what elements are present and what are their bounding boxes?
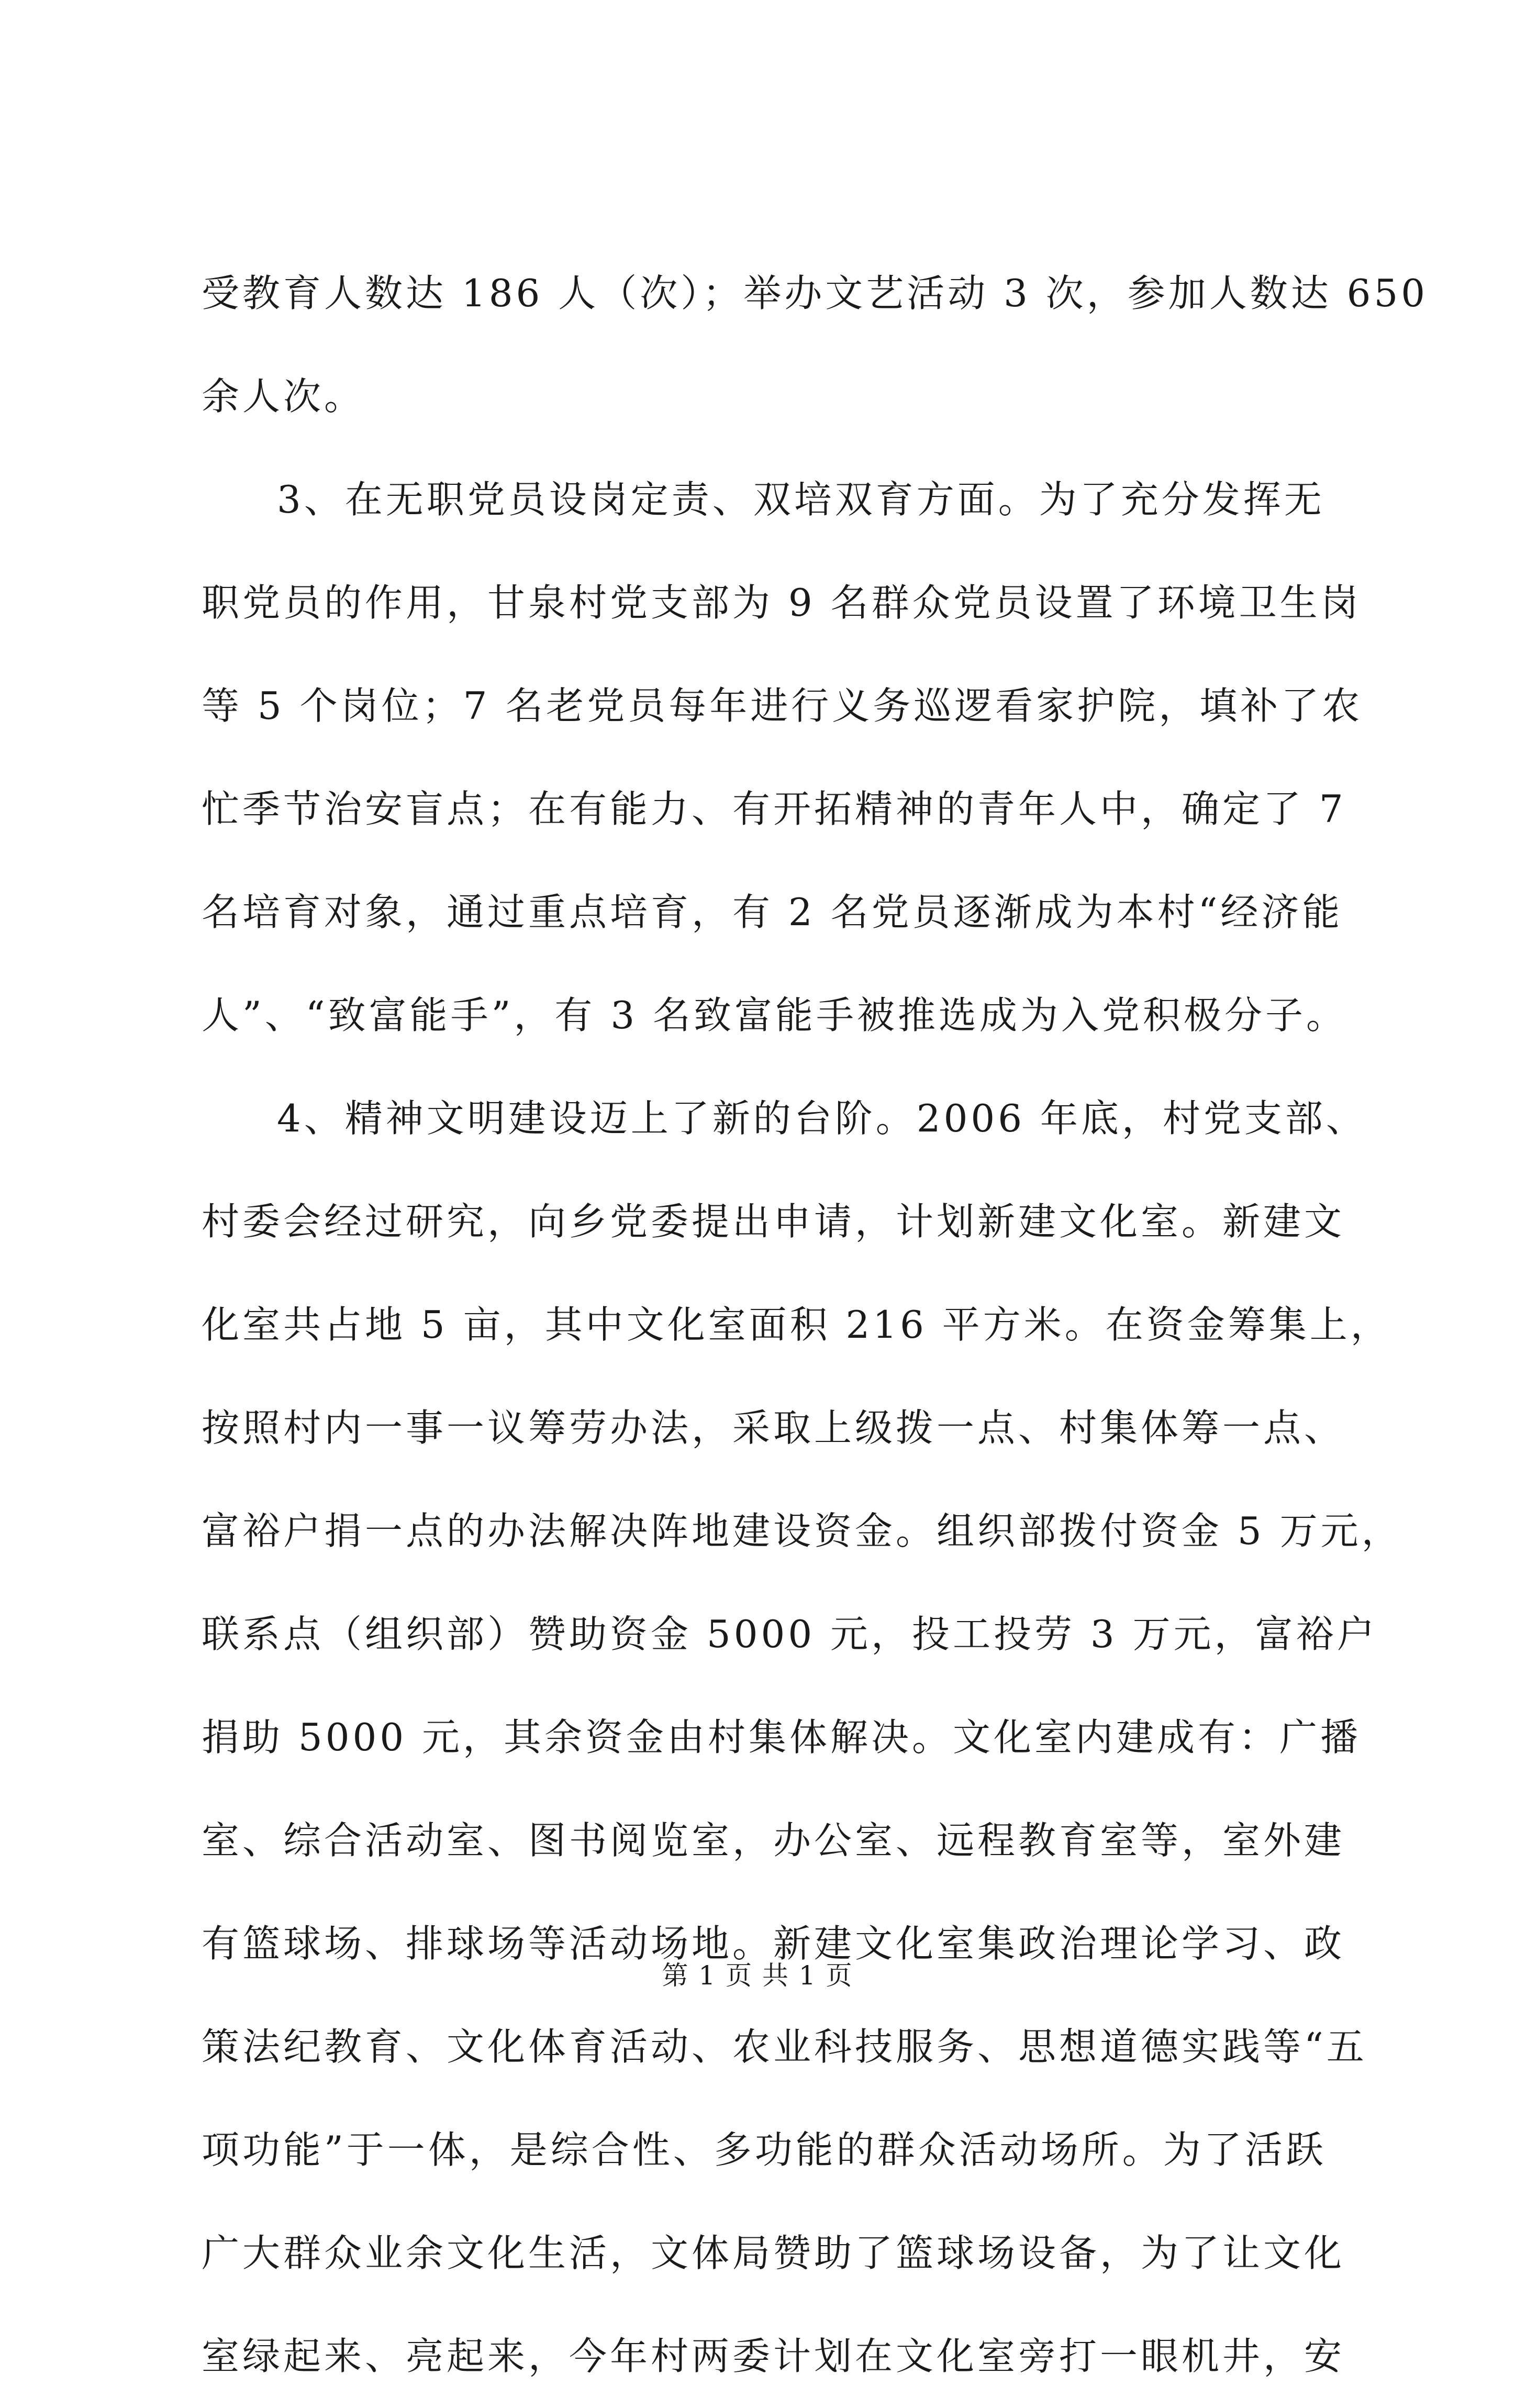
text-line: 化室共占地 5 亩，其中文化室面积 216 平方米。在资金筹集上， — [202, 1303, 1391, 1347]
text-line: 捐助 5000 元，其余资金由村集体解决。文化室内建成有：广播 — [202, 1715, 1362, 1759]
text-line: 策法纪教育、文化体育活动、农业科技服务、思想道德实践等“五 — [202, 2025, 1367, 2069]
text-line: 等 5 个岗位；7 名老党员每年进行义务巡逻看家护院，填补了农 — [202, 684, 1363, 728]
text-line: 村委会经过研究，向乡党委提出申请，计划新建文化室。新建文 — [202, 1200, 1345, 1244]
paragraph-3-start: 3、在无职党员设岗定责、双培双育方面。为了充分发挥无 — [277, 478, 1325, 521]
text-line: 忙季节治安盲点；在有能力、有开拓精神的青年人中，确定了 7 — [202, 787, 1346, 831]
document-body — [202, 242, 1429, 2408]
text-line: 人”、“致富能手”，有 3 名致富能手被推选成为入党积极分子。 — [202, 993, 1347, 1037]
text-line: 室绿起来、亮起来，今年村两委计划在文化室旁打一眼机井，安 — [202, 2334, 1345, 2378]
text-line: 职党员的作用，甘泉村党支部为 9 名群众党员设置了环境卫生岗 — [202, 581, 1362, 625]
text-line: 广大群众业余文化生活，文体局赞助了篮球场设备，为了让文化 — [202, 2231, 1345, 2275]
text-line: 联系点（组织部）赞助资金 5000 元，投工投劳 3 万元，富裕户 — [202, 1612, 1378, 1656]
text-line: 余人次。 — [202, 374, 365, 418]
page-number-label: 第 1 页 共 1 页 — [662, 1960, 853, 1991]
text-line: 名培育对象，通过重点培育，有 2 名党员逐渐成为本村“经济能 — [202, 890, 1343, 934]
text-line: 有篮球场、排球场等活动场地。新建文化室集政治理论学习、政 — [202, 1922, 1345, 1966]
page-footer — [0, 1957, 1515, 1994]
text-line: 按照村内一事一议筹劳办法，采取上级拨一点、村集体筹一点、 — [202, 1406, 1345, 1450]
paragraph-4-start: 4、精神文明建设迈上了新的台阶。2006 年底，村党支部、 — [277, 1096, 1367, 1140]
text-line: 富裕户捐一点的办法解决阵地建设资金。组织部拨付资金 5 万元， — [202, 1509, 1402, 1553]
text-line: 室、综合活动室、图书阅览室，办公室、远程教育室等，室外建 — [202, 1818, 1345, 1862]
text-line: 受教育人数达 186 人（次）；举办文艺活动 3 次，参加人数达 650 — [202, 271, 1429, 315]
text-line: 项功能”于一体，是综合性、多功能的群众活动场所。为了活跃 — [202, 2128, 1327, 2172]
